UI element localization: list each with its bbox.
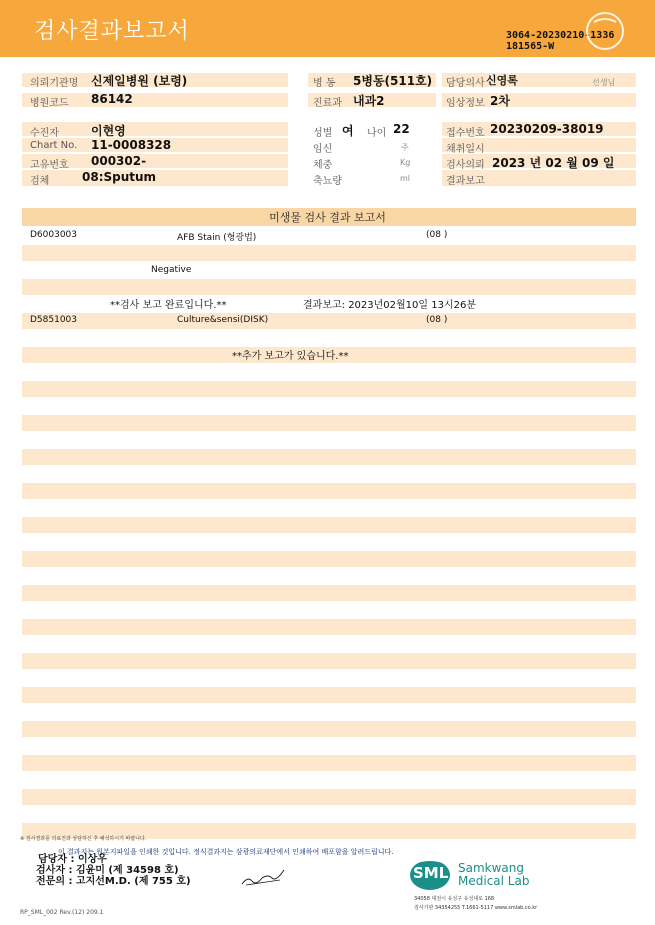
section-title: 미생물 검사 결과 보고서 (269, 211, 386, 224)
code-value: 86142 (91, 92, 133, 106)
unique-label: 고유번호 (30, 160, 69, 171)
sex-label: 성별 (313, 128, 333, 139)
report-number-line1: 3064-20230210-1336 (506, 30, 615, 41)
chart-value: 11-0008328 (91, 138, 172, 152)
footer-notice: 이 결과지는 원본지파일을 인쇄한 것입니다. 정식결과지는 삼광의료재단에서 인쇄하여 배포함을 알려드립니다. (58, 848, 394, 856)
brand-short: SML (413, 864, 449, 882)
doctor-suffix: 선생님 (592, 78, 616, 87)
result2-additional-message: **추가 보고가 있습니다.** (232, 351, 349, 362)
result1-complete-message: **검사 보고 완료입니다.** (110, 300, 227, 311)
weight-label: 체중 (313, 160, 333, 171)
manager-sign: 담당자 : 이상우 (38, 854, 107, 865)
result1-name: AFB Stain (형광법) (177, 233, 257, 243)
brand-name-line2: Medical Lab (458, 874, 530, 888)
hospital-value: 신제일병원 (보령) (91, 74, 188, 88)
sml-logo-icon (588, 14, 622, 48)
urine-label: 축뇨량 (313, 176, 342, 187)
result2-specimen: (08 ) (426, 315, 448, 325)
signature-icon (240, 866, 286, 888)
doctor-label: 담당의사 (446, 78, 485, 89)
result1-report-date: 결과보고: 2023년02월10일 13시26분 (303, 300, 477, 311)
specialist-sign: 전문의 : 고지선M.D. (제 755 호) (36, 876, 191, 887)
document-title: 검사결과보고서 (34, 19, 190, 44)
doctor-value: 신영록 (486, 74, 518, 87)
dept-label: 진료과 (313, 98, 342, 109)
form-code: RP_SML_002 Rev.(12) 209.1 (20, 909, 104, 916)
unique-value: 000302- (91, 154, 147, 168)
sex-value: 여 (342, 124, 354, 138)
clinical-value: 2차 (490, 94, 510, 108)
request-label: 검사의뢰 (446, 160, 485, 171)
specimen-label: 검체 (30, 176, 50, 187)
patient-value: 이현영 (91, 124, 126, 138)
specimen-value: 08:Sputum (82, 170, 157, 184)
receipt-label: 접수번호 (446, 128, 485, 139)
collect-label: 채취일시 (446, 144, 485, 155)
pregnancy-label: 임신 (313, 144, 333, 155)
result1-specimen: (08 ) (426, 230, 448, 240)
brand-contact: 검사기관 34354255 T.1661-5117 www.smlab.co.kr (414, 905, 538, 911)
receipt-value: 20230209-38019 (490, 122, 604, 136)
dept-value: 내과2 (353, 94, 385, 108)
result-report-label: 결과보고 (446, 176, 485, 187)
brand-name-line1: Samkwang (458, 861, 524, 875)
result2-name: Culture&sensi(DISK) (177, 315, 269, 325)
ward-label: 병 동 (313, 78, 336, 89)
sml-watermark-logo (586, 12, 624, 50)
result1-value: Negative (151, 265, 192, 275)
brand-address: 34058 대전시 유성구 유성대로 168 (414, 896, 495, 902)
request-value: 2023 년 02 월 09 일 (492, 156, 615, 170)
result2-code: D5851003 (30, 315, 78, 325)
hospital-label: 의뢰기관명 (30, 78, 79, 89)
patient-label: 수진자 (30, 128, 59, 139)
brand-name (458, 862, 529, 888)
urine-unit: ml (400, 174, 411, 183)
pregnancy-unit: 주 (401, 143, 409, 152)
age-value: 22 (393, 122, 410, 136)
age-label: 나이 (367, 128, 387, 139)
result1-code: D6003003 (30, 230, 78, 240)
ward-value: 5병동(511호) (353, 74, 433, 88)
chart-label: Chart No. (30, 140, 78, 151)
weight-unit: Kg (400, 158, 411, 167)
code-label: 병원코드 (30, 98, 69, 109)
report-number-line2: 181565-W (506, 41, 555, 52)
examiner-sign: 검사자 : 김윤미 (제 34598 호) (36, 865, 179, 876)
clinical-label: 임상정보 (446, 98, 485, 109)
footer-tiny-note: ※ 검사결과를 의료진과 상담하신 후 해석하시기 바랍니다. (20, 836, 147, 842)
